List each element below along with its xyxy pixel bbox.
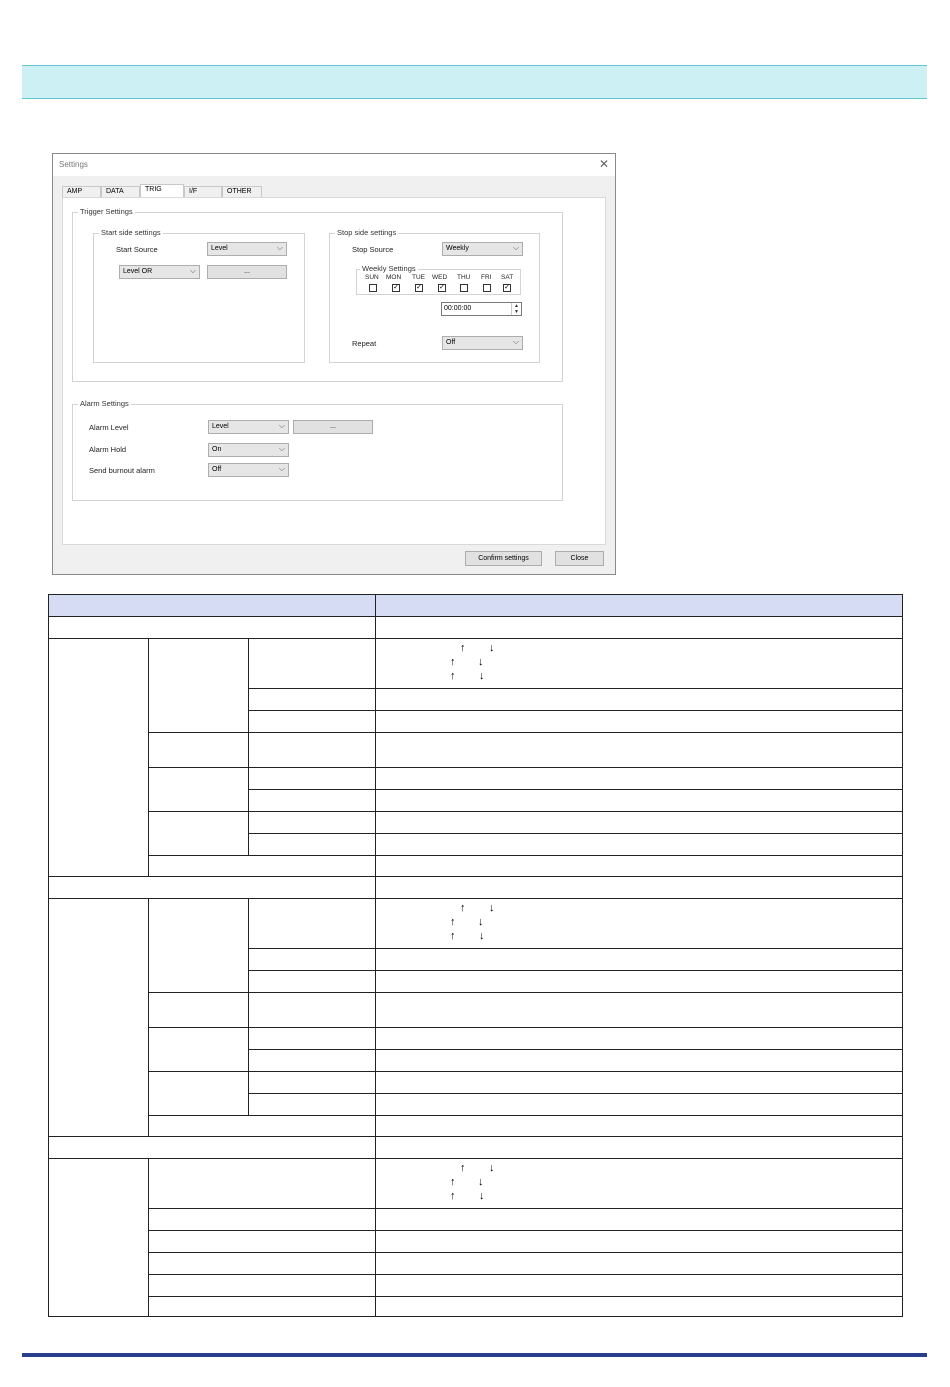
alarm-level-value: Level: [212, 423, 229, 430]
trigger-settings-group: [72, 207, 563, 382]
table-cell: [148, 1158, 376, 1209]
table-cell: [248, 638, 376, 689]
arrow-down-icon: ↓: [489, 902, 495, 914]
chevron-down-icon: ⌵: [276, 243, 283, 252]
repeat-value: Off: [446, 339, 456, 346]
spin-arrows-icon[interactable]: ▲ ▼: [511, 303, 521, 315]
table-cell: [248, 688, 376, 711]
arrow-up-icon: ↑: [460, 902, 466, 914]
table-cell: [375, 1252, 903, 1275]
arrow-up-icon: ↑: [460, 1162, 466, 1174]
table-cell-alarm: [48, 1158, 149, 1317]
settings-dialog: [52, 153, 616, 575]
table-cell: [248, 1093, 376, 1116]
section-header-band: [22, 65, 927, 99]
table-cell-arrows: [375, 898, 903, 949]
arrow-up-icon: ↑: [450, 930, 456, 942]
alarm-level-label: Alarm Level: [89, 423, 129, 432]
burnout-alarm-label: Send burnout alarm: [89, 466, 155, 475]
tab-data[interactable]: DATA: [101, 186, 140, 197]
table-cell: [375, 767, 903, 790]
arrow-up-icon: ↑: [450, 670, 456, 682]
chevron-down-icon: ⌵: [512, 243, 519, 252]
dialog-titlebar: [53, 154, 615, 176]
table-cell: [148, 992, 249, 1028]
chevron-down-icon: ⌵: [278, 421, 285, 430]
table-cell: [248, 1049, 376, 1072]
repeat-label: Repeat: [352, 339, 377, 348]
tab-trig[interactable]: TRIG: [140, 184, 184, 198]
checkbox-mon[interactable]: ✓: [393, 284, 399, 291]
start-combine-value: Level OR: [123, 268, 153, 275]
table-cell: [375, 876, 903, 899]
stop-source-label: Stop Source: [352, 245, 394, 254]
day-label-sun: SUN: [365, 274, 379, 281]
table-cell-arrows: [375, 638, 903, 689]
table-cell: [148, 855, 376, 878]
table-cell: [375, 1136, 903, 1159]
settings-table: [48, 594, 903, 1317]
arrow-down-icon: ↓: [478, 656, 484, 668]
day-label-thu: THU: [457, 274, 471, 281]
table-cell: [375, 789, 903, 812]
chevron-down-icon: ⌵: [512, 337, 519, 346]
table-cell: [375, 688, 903, 711]
table-cell: [248, 710, 376, 733]
burnout-alarm-select[interactable]: [208, 463, 289, 477]
weekly-time-input[interactable]: [441, 302, 522, 316]
table-cell: [375, 948, 903, 971]
arrow-down-icon: ↓: [478, 916, 484, 928]
trig-panel: [62, 197, 606, 545]
table-cell: [375, 710, 903, 733]
arrow-up-icon: ↑: [460, 642, 466, 654]
arrow-down-icon: ↓: [478, 1176, 484, 1188]
table-cell: [148, 898, 249, 993]
arrow-up-icon: ↑: [450, 1176, 456, 1188]
arrow-down-icon: ↓: [479, 930, 485, 942]
tab-amp[interactable]: AMP: [62, 186, 101, 197]
day-label-fri: FRI: [481, 274, 492, 281]
trigger-settings-label: Trigger Settings: [80, 207, 133, 216]
table-cell: [375, 732, 903, 768]
arrow-down-icon: ↓: [489, 1162, 495, 1174]
start-combine-select[interactable]: [119, 265, 200, 279]
repeat-select[interactable]: [442, 336, 523, 350]
table-cell: [375, 1230, 903, 1253]
table-cell: [148, 1115, 376, 1138]
table-cell: [375, 970, 903, 993]
table-cell: [148, 1296, 376, 1317]
day-label-sat: SAT: [501, 274, 514, 281]
table-cell: [375, 1115, 903, 1138]
table-cell: [148, 1027, 249, 1072]
table-cell: [248, 1027, 376, 1050]
arrow-up-icon: ↑: [450, 916, 456, 928]
footer-rule: [22, 1353, 927, 1357]
close-icon[interactable]: ✕: [598, 157, 609, 171]
checkbox-sun[interactable]: [369, 284, 377, 292]
table-cell: [248, 732, 376, 768]
start-source-value: Level: [211, 245, 228, 252]
table-cell: [375, 833, 903, 856]
day-label-wed: WED: [432, 274, 448, 281]
stop-source-value: Weekly: [446, 245, 469, 252]
alarm-hold-label: Alarm Hold: [89, 445, 127, 454]
table-cell: [148, 1230, 376, 1253]
table-cell: [148, 1208, 376, 1231]
alarm-settings-group: [72, 399, 563, 501]
confirm-settings-button[interactable]: Confirm settings: [465, 551, 542, 566]
alarm-level-select[interactable]: [208, 420, 289, 434]
table-cell: [375, 616, 903, 639]
checkbox-fri[interactable]: [483, 284, 491, 292]
stop-side-label: Stop side settings: [337, 228, 397, 237]
table-row-repeat: [48, 1136, 376, 1159]
table-cell: [375, 855, 903, 878]
weekly-settings-group: [356, 264, 521, 295]
table-cell: [248, 970, 376, 993]
stop-side-group: [329, 228, 540, 363]
alarm-settings-label: Alarm Settings: [80, 399, 129, 408]
table-header-item: [48, 594, 376, 617]
alarm-hold-select[interactable]: [208, 443, 289, 457]
table-cell: [248, 767, 376, 790]
table-cell: [148, 1274, 376, 1297]
tab-if[interactable]: I/F: [184, 186, 222, 197]
table-cell: [148, 811, 249, 856]
start-source-label: Start Source: [116, 245, 158, 254]
table-cell-arrows: [375, 1158, 903, 1209]
chevron-down-icon: ⌵: [278, 444, 285, 453]
arrow-up-icon: ↑: [450, 656, 456, 668]
burnout-alarm-value: Off: [212, 466, 222, 473]
table-cell: [148, 732, 249, 768]
table-cell: [375, 1027, 903, 1050]
checkbox-thu[interactable]: [460, 284, 468, 292]
arrow-up-icon: ↑: [450, 1190, 456, 1202]
weekly-settings-label: Weekly Settings: [362, 264, 416, 273]
table-header-description: [375, 594, 903, 617]
alarm-hold-value: On: [212, 446, 222, 453]
dialog-title: Settings: [59, 160, 88, 169]
table-cell: [248, 789, 376, 812]
checkbox-sat[interactable]: ✓: [504, 284, 510, 291]
start-side-group: [93, 228, 305, 363]
table-cell: [248, 833, 376, 856]
table-cell: [375, 1049, 903, 1072]
table-cell: [148, 1071, 249, 1116]
weekly-time-value: 00:00:00: [444, 305, 472, 312]
start-source-select[interactable]: [207, 242, 287, 256]
alarm-level-button[interactable]: ...: [293, 420, 373, 434]
tab-other[interactable]: OTHER: [222, 186, 262, 197]
table-cell-start-side: [48, 638, 149, 877]
table-cell: [248, 811, 376, 834]
table-cell: [375, 1093, 903, 1116]
start-condition-button[interactable]: ...: [207, 265, 287, 279]
table-cell: [148, 638, 249, 733]
table-cell: [148, 767, 249, 812]
table-cell: [375, 811, 903, 834]
table-cell: [248, 992, 376, 1028]
day-label-mon: MON: [386, 274, 402, 281]
checkbox-wed[interactable]: ✓: [439, 284, 445, 291]
table-cell: [248, 1071, 376, 1094]
arrow-down-icon: ↓: [489, 642, 495, 654]
table-cell: [375, 992, 903, 1028]
table-cell: [375, 1274, 903, 1297]
arrow-down-icon: ↓: [479, 1190, 485, 1202]
stop-source-select[interactable]: [442, 242, 523, 256]
table-cell: [148, 1252, 376, 1275]
table-row-stop-heading: [48, 876, 376, 899]
table-cell: [248, 948, 376, 971]
close-button[interactable]: Close: [555, 551, 604, 566]
chevron-down-icon: ⌵: [278, 464, 285, 473]
table-cell: [375, 1296, 903, 1317]
checkbox-tue[interactable]: ✓: [416, 284, 422, 291]
table-row-start-heading: [48, 616, 376, 639]
table-cell: [375, 1071, 903, 1094]
arrow-down-icon: ↓: [479, 670, 485, 682]
table-cell-stop-side: [48, 898, 149, 1137]
start-side-label: Start side settings: [101, 228, 161, 237]
day-label-tue: TUE: [412, 274, 425, 281]
chevron-down-icon: ⌵: [189, 266, 196, 275]
table-cell: [375, 1208, 903, 1231]
table-cell: [248, 898, 376, 949]
